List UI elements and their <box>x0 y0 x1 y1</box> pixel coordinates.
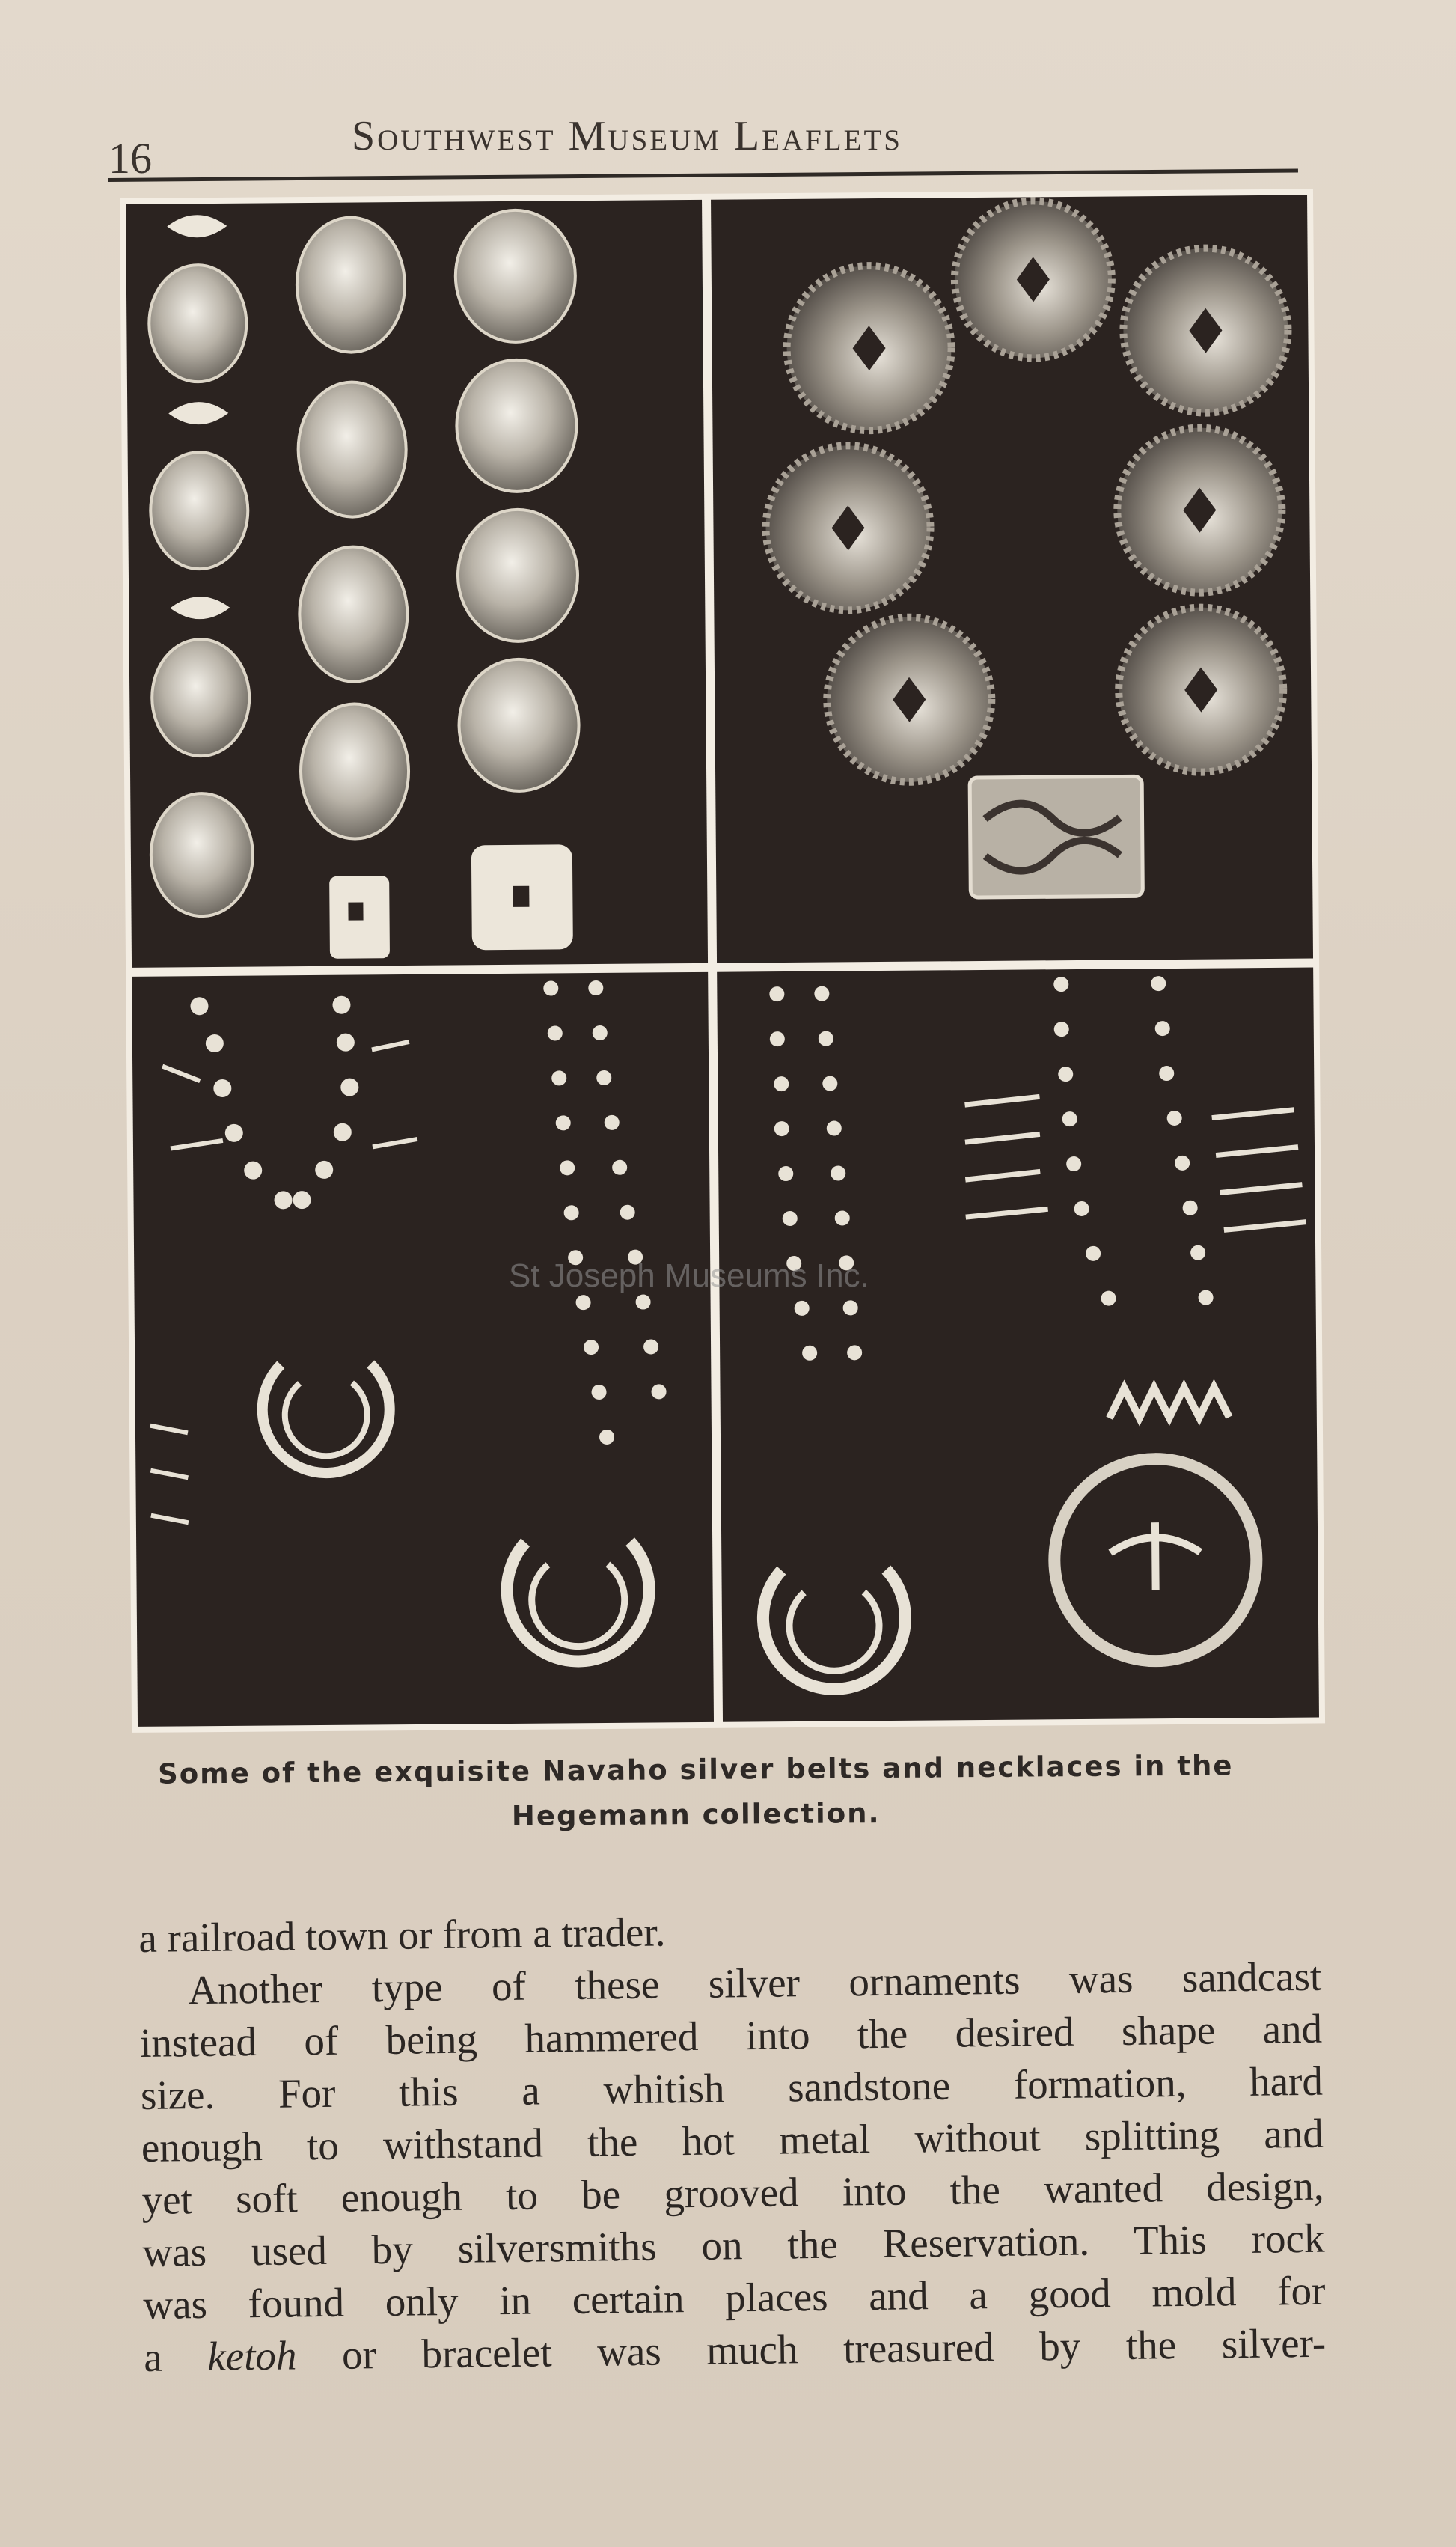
body-line: Another type of these silver ornaments was sandcast <box>187 1953 1322 2013</box>
body-line: enough to withstand the hot metal without splitting and <box>141 2110 1324 2171</box>
photo-plate <box>120 189 1325 1732</box>
page-number: 16 <box>108 134 152 183</box>
page-header <box>108 90 1298 183</box>
body-line: yet soft enough to be grooved into the wanted design, <box>141 2162 1324 2223</box>
body-text-run: a <box>143 2333 208 2380</box>
photo-necklaces-left <box>132 972 714 1727</box>
photo-concho-belts <box>126 200 708 968</box>
necklaces-right-image <box>717 968 1319 1722</box>
photo-large-conchos <box>711 195 1313 963</box>
watermark-text: St Joseph Museums Inc. <box>509 1257 869 1294</box>
caption-line-1: Some of the exquisite Navaho silver belts and necklaces in the <box>157 1749 1234 1790</box>
body-line: size. For this a whitish sandstone formation, hard <box>140 2058 1324 2118</box>
body-text-run: or bracelet was much treasured by the silver- <box>296 2319 1327 2379</box>
body-line: instead of being hammered into the desired shape and <box>139 2005 1323 2066</box>
figure-caption <box>112 1743 1280 1842</box>
body-text <box>138 1898 1327 2384</box>
running-title: Southwest Museum Leaflets <box>352 113 902 159</box>
body-line: a railroad town or from a trader. <box>138 1909 666 1961</box>
body-line: was used by silversmiths on the Reservation. This rock <box>142 2215 1325 2275</box>
concho-belts-image <box>126 200 708 968</box>
caption-line-2: Hegemann collection. <box>511 1797 881 1832</box>
large-conchos-image <box>711 195 1313 963</box>
photo-necklaces-right <box>717 968 1319 1722</box>
body-italic-word: ketoh <box>207 2332 297 2379</box>
body-line: was found only in certain places and a good mold for <box>143 2267 1326 2328</box>
necklaces-left-image <box>132 972 714 1727</box>
